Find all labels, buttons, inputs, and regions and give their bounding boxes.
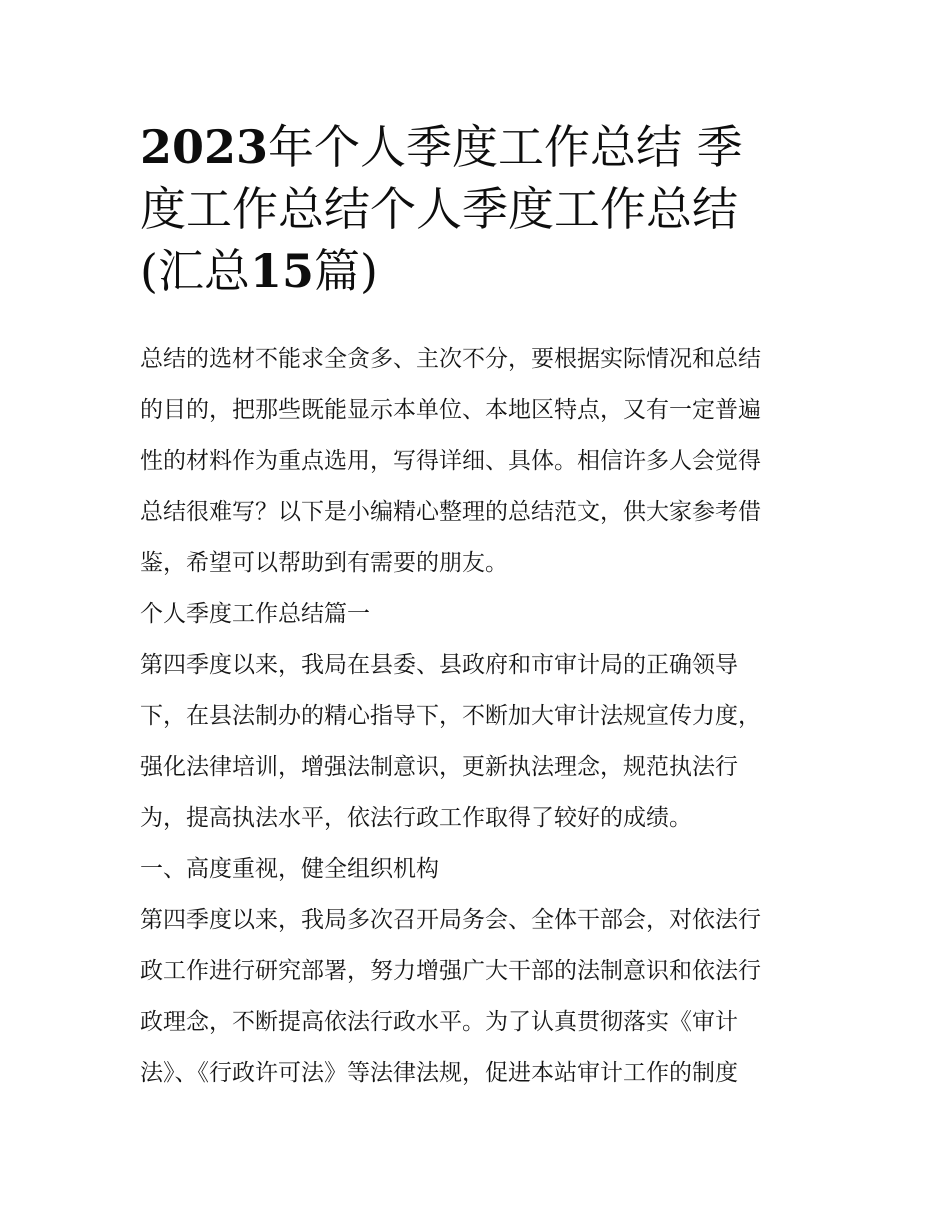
title-line-3-prefix: (汇总: [140, 244, 250, 298]
subsection-heading: [140, 844, 812, 895]
text-line: 为，提高执法水平，依法行政工作取得了较好的成绩。: [140, 805, 692, 831]
title-line-1-text: 年个人季度工作总结 季: [268, 120, 743, 174]
title-line-2: 度工作总结个人季度工作总结: [140, 182, 738, 236]
text-line: 个人季度工作总结篇一: [140, 601, 370, 627]
intro-paragraph: [140, 334, 812, 589]
title-line-1: [140, 116, 812, 178]
text-line: 鉴，希望可以帮助到有需要的朋友。: [140, 550, 508, 576]
text-line: 法》、《行政许可法》等法律法规，促进本站审计工作的制度: [140, 1060, 738, 1086]
title-count: 15: [249, 244, 314, 298]
text-line: 总结很难写？以下是小编精心整理的总结范文，供大家参考借: [140, 499, 761, 525]
text-line: 第四季度以来，我局在县委、县政府和市审计局的正确领导: [140, 652, 738, 678]
text-line: 第四季度以来，我局多次召开局务会、全体干部会，对依法行: [140, 907, 761, 933]
document-title: [140, 116, 812, 302]
text-line: 总结的选材不能求全贪多、主次不分，要根据实际情况和总结: [140, 346, 761, 372]
title-year: 2023: [140, 120, 269, 174]
title-line-3-suffix: 篇): [313, 244, 378, 298]
text-line: 性的材料作为重点选用，写得详细、具体。相信许多人会觉得: [140, 448, 761, 474]
body-paragraph: [140, 895, 812, 1099]
text-line: 政工作进行研究部署，努力增强广大干部的法制意识和依法行: [140, 958, 761, 984]
title-line-3: [140, 240, 812, 302]
text-line: 下，在县法制办的精心指导下，不断加大审计法规宣传力度，: [140, 703, 761, 729]
body-paragraph: [140, 640, 812, 844]
text-line: 的目的，把那些既能显示本单位、本地区特点，又有一定普遍: [140, 397, 761, 423]
text-line: 一、高度重视，健全组织机构: [140, 856, 439, 882]
section-heading: [140, 589, 812, 640]
document-body: [140, 334, 812, 1099]
text-line: 政理念，不断提高依法行政水平。为了认真贯彻落实《审计: [140, 1009, 738, 1035]
text-line: 强化法律培训，增强法制意识，更新执法理念，规范执法行: [140, 754, 738, 780]
document-content: [140, 116, 812, 1099]
